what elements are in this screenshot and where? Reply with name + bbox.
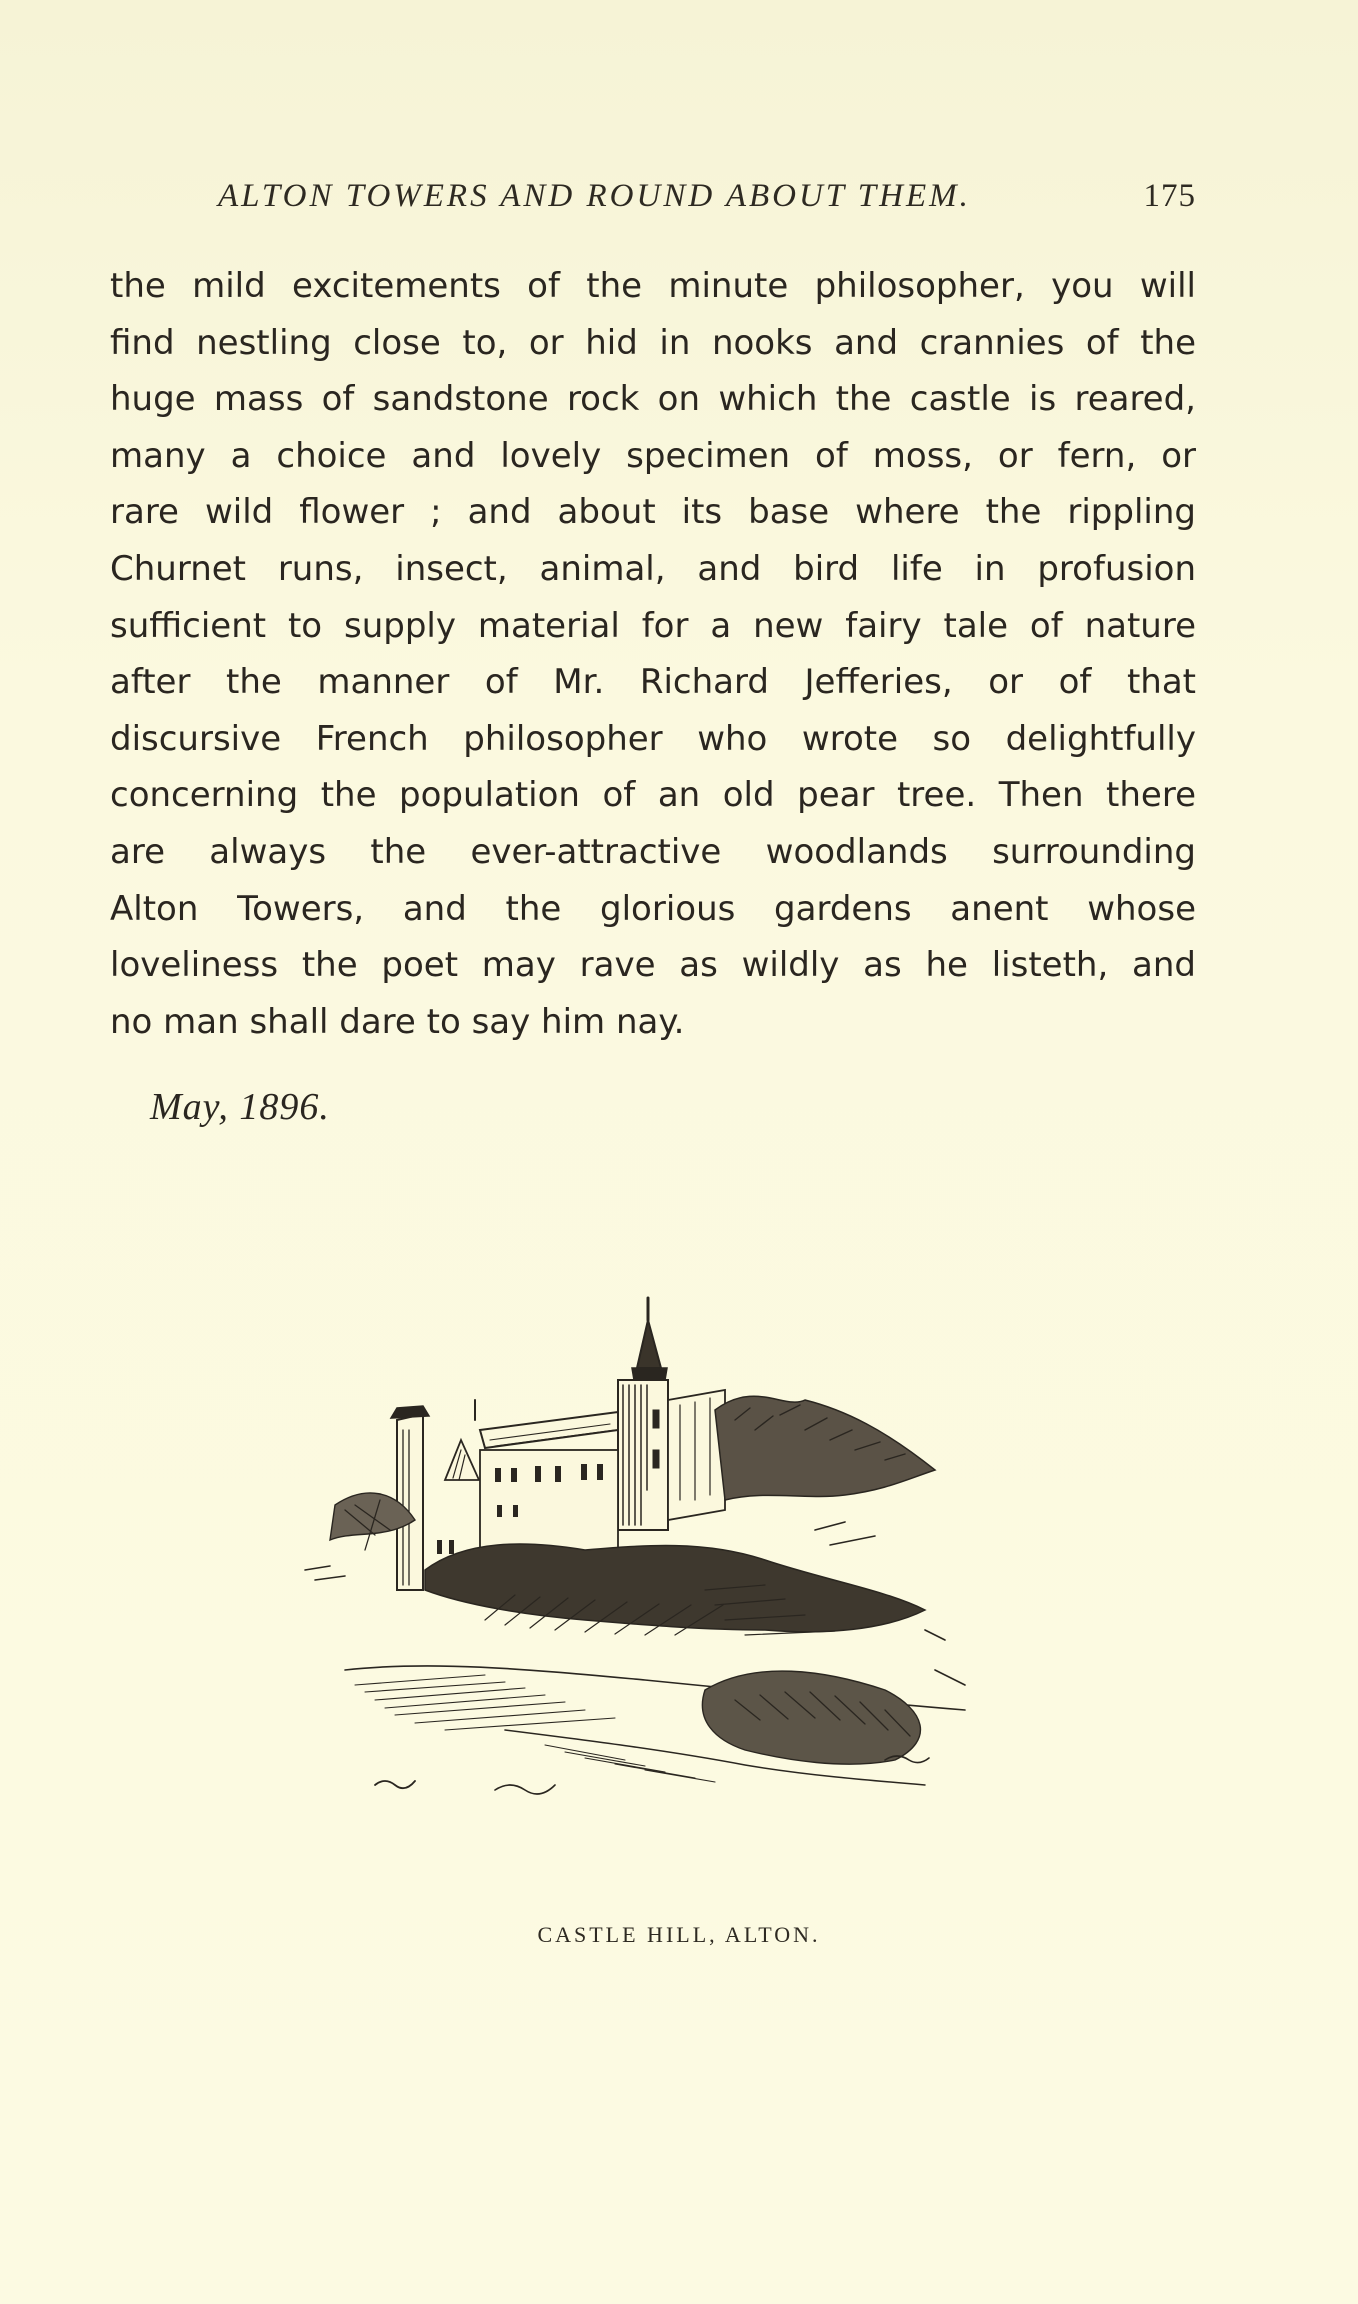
illustration-caption: CASTLE HILL, ALTON.	[537, 1922, 821, 1947]
body-text	[110, 258, 1196, 1050]
text-line: sufficient to supply material for a new fairy tale of nature	[110, 605, 1196, 646]
text-line: are always the ever-attractive woodlands surrounding	[110, 831, 1196, 872]
text-line: huge mass of sandstone rock on which the castle is reared,	[110, 379, 1196, 420]
text-line: the mild excitements of the minute philosopher, you will	[110, 266, 1196, 306]
dateline: May, 1896.	[150, 1086, 330, 1128]
text-line: find nestling close to, or hid in nooks and crannies of the	[110, 322, 1196, 363]
text-line: loveliness the poet may rave as wildly as he listeth, and	[110, 945, 1196, 986]
text-line: many a choice and lovely specimen of moss, or fern, or	[110, 435, 1196, 476]
text-line: Churnet runs, insect, animal, and bird life in profusion	[110, 548, 1196, 589]
castle-hill-illustration	[285, 1290, 1025, 1900]
text-line: Alton Towers, and the glorious gardens anent whose	[110, 888, 1196, 929]
text-line-last: no man shall dare to say him nay.	[110, 1001, 685, 1042]
running-head	[218, 178, 1196, 228]
page-number: 175	[1143, 178, 1196, 214]
text-line: discursive French philosopher who wrote so delightfully	[110, 718, 1196, 759]
text-line: rare wild flower ; and about its base where the rippling	[110, 492, 1196, 533]
running-head-title: ALTON TOWERS AND ROUND ABOUT THEM.	[218, 178, 971, 214]
text-line: concerning the population of an old pear tree. Then there	[110, 775, 1196, 816]
text-line: after the manner of Mr. Richard Jefferies, or of that	[110, 662, 1196, 703]
